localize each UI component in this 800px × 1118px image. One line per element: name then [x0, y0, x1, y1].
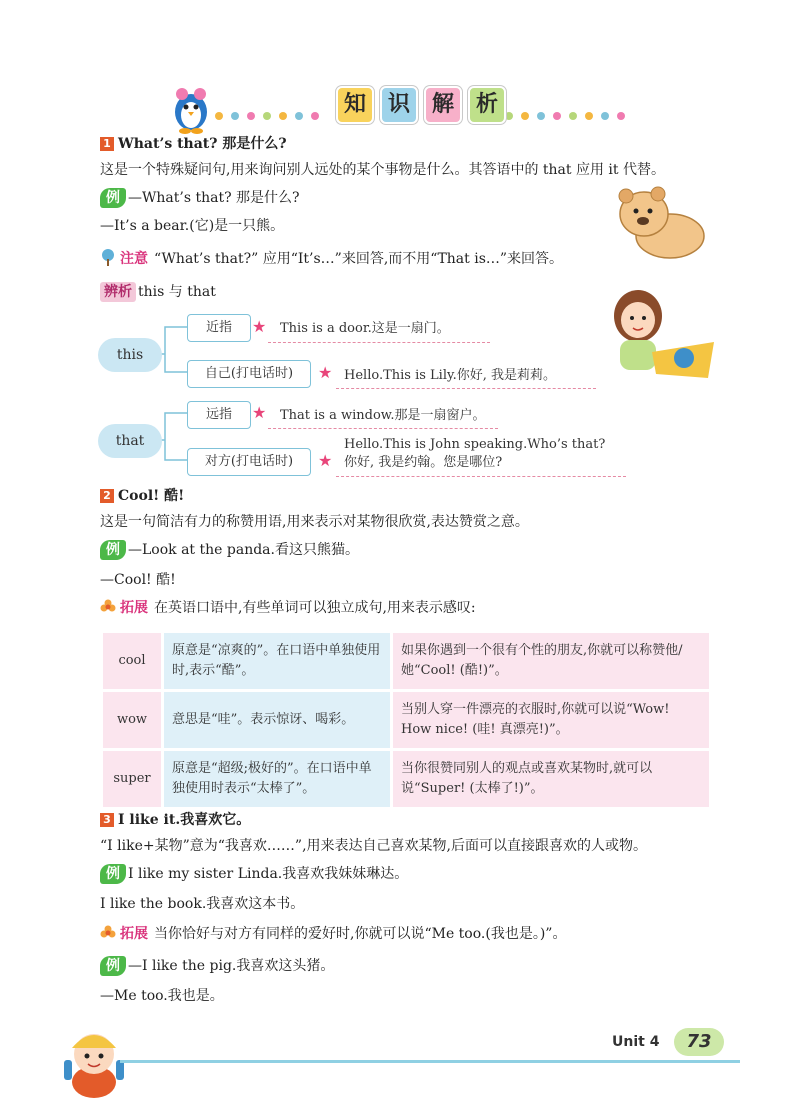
tree-icon	[100, 248, 116, 266]
flower-icon	[100, 925, 116, 941]
dash-divider	[268, 428, 498, 429]
section2-extension-text: 在英语口语中,有些单词可以独立成句,用来表示感叹:	[154, 600, 476, 616]
section2-example-q-text: —Look at the panda.看这只熊猫。	[128, 542, 359, 558]
section3-extension-text: 当你恰好与对方有同样的爱好时,你就可以说“Me too.(我也是。)”。	[154, 926, 567, 942]
section1-example-a: —It’s a bear.(它)是一只熊。	[100, 218, 285, 234]
section1-heading	[100, 134, 287, 154]
title-char-3: 解	[424, 86, 462, 124]
section2-desc: 这是一句简洁有力的称赞用语,用来表示对某物很欣赏,表达赞赏之意。	[100, 514, 529, 530]
section3-example-a: —Me too.我也是。	[100, 988, 224, 1004]
tree-that-far: 远指	[187, 401, 251, 429]
tree-this-near: 近指	[187, 314, 251, 342]
section3-number: 3	[100, 813, 114, 827]
section3-heading-text: I like it.我喜欢它。	[118, 812, 251, 828]
section1-example-q	[100, 188, 300, 208]
section1-number: 1	[100, 137, 114, 151]
section3-heading	[100, 810, 250, 830]
section2-number: 2	[100, 489, 114, 503]
table-cell-word: cool	[103, 633, 161, 689]
tree-this-self-example: Hello.This is Lily.你好, 我是莉莉。	[344, 368, 557, 383]
tree-this-near-example: This is a door.这是一扇门。	[280, 321, 450, 336]
section2-example-q	[100, 540, 359, 560]
section3-example-1	[100, 864, 408, 884]
section3-desc: “I like+某物”意为“我喜欢……”,用来表达自己喜欢某物,后面可以直接跟喜欢的人或物。	[100, 838, 647, 854]
page-number: 73	[674, 1028, 724, 1056]
table-cell-word: wow	[103, 692, 161, 748]
flower-icon	[100, 599, 116, 615]
title-char-1: 知	[336, 86, 374, 124]
extension-tag: 拓展	[120, 926, 148, 942]
footer-divider	[120, 1060, 740, 1063]
section3-example-1-text: I like my sister Linda.我喜欢我妹妹琳达。	[128, 866, 409, 882]
exclamation-table	[100, 630, 712, 810]
table-cell-word: super	[103, 751, 161, 807]
section2-example-a: —Cool! 酷!	[100, 572, 176, 588]
compare-tag: 辨析	[100, 282, 136, 302]
dash-divider	[336, 388, 596, 389]
table-cell-example: 如果你遇到一个很有个性的朋友,你就可以称赞他/她“Cool! (酷!)”。	[393, 633, 709, 689]
table-cell-meaning: 意思是“哇”。表示惊讶、喝彩。	[164, 692, 390, 748]
table-row	[103, 633, 709, 689]
dash-divider	[268, 342, 490, 343]
tree-this-node: this	[98, 338, 162, 372]
section1-compare	[100, 282, 216, 302]
dash-divider	[336, 476, 626, 477]
example-tag: 例	[100, 188, 126, 208]
section1-note-text: “What’s that?” 应用“It’s…”来回答,而不用“That is…”来回答。	[154, 251, 564, 267]
bear-illustration	[612, 184, 708, 260]
title-char-4: 析	[468, 86, 506, 124]
example-tag: 例	[100, 540, 126, 560]
section1-example-q-text: —What’s that? 那是什么?	[128, 190, 300, 206]
section3-example-2: I like the book.我喜欢这本书。	[100, 896, 305, 912]
table-row	[103, 692, 709, 748]
tree-that-other: 对方(打电话时)	[187, 448, 311, 476]
section3-example-q	[100, 956, 334, 976]
page-title	[336, 86, 512, 124]
example-tag: 例	[100, 956, 126, 976]
section2-heading-text: Cool! 酷!	[118, 488, 185, 504]
tree-that-far-example: That is a window.那是一扇窗户。	[280, 408, 486, 423]
extension-tag: 拓展	[120, 600, 148, 616]
section2-heading	[100, 486, 184, 506]
note-tag: 注意	[120, 251, 148, 267]
title-char-2: 识	[380, 86, 418, 124]
section2-extension	[100, 598, 476, 618]
section3-example-q-text: —I like the pig.我喜欢这头猪。	[128, 958, 335, 974]
table-cell-example: 当别人穿一件漂亮的衣服时,你就可以说“Wow! How nice! (哇! 真漂亮!)”。	[393, 692, 709, 748]
footer-unit-label: Unit 4	[612, 1034, 660, 1050]
section1-note	[100, 248, 563, 269]
table-row	[103, 751, 709, 807]
star-icon: ★	[252, 403, 267, 422]
girl-phone-illustration	[604, 282, 720, 382]
tree-that-node: that	[98, 424, 162, 458]
tree-that-other-example-1: Hello.This is John speaking.Who’s that?	[344, 437, 606, 452]
section1-compare-text: this 与 that	[138, 284, 216, 300]
table-cell-example: 当你很赞同别人的观点或喜欢某物时,就可以说“Super! (太棒了!)”。	[393, 751, 709, 807]
tree-that-other-example-2: 你好, 我是约翰。您是哪位?	[344, 455, 503, 470]
table-cell-meaning: 原意是“凉爽的”。在口语中单独使用时,表示“酷”。	[164, 633, 390, 689]
header-penguin-icon	[168, 82, 214, 134]
example-tag: 例	[100, 864, 126, 884]
tree-this-self: 自己(打电话时)	[187, 360, 311, 388]
table-cell-meaning: 原意是“超级;极好的”。在口语中单独使用时表示“太棒了”。	[164, 751, 390, 807]
section3-extension	[100, 924, 566, 944]
star-icon: ★	[318, 363, 333, 382]
section1-desc: 这是一个特殊疑问句,用来询问别人远处的某个事物是什么。其答语中的 that 应用 it 代替。	[100, 162, 665, 178]
star-icon: ★	[252, 317, 267, 336]
star-icon: ★	[318, 451, 333, 470]
section1-heading-text: What’s that? 那是什么?	[118, 136, 287, 152]
